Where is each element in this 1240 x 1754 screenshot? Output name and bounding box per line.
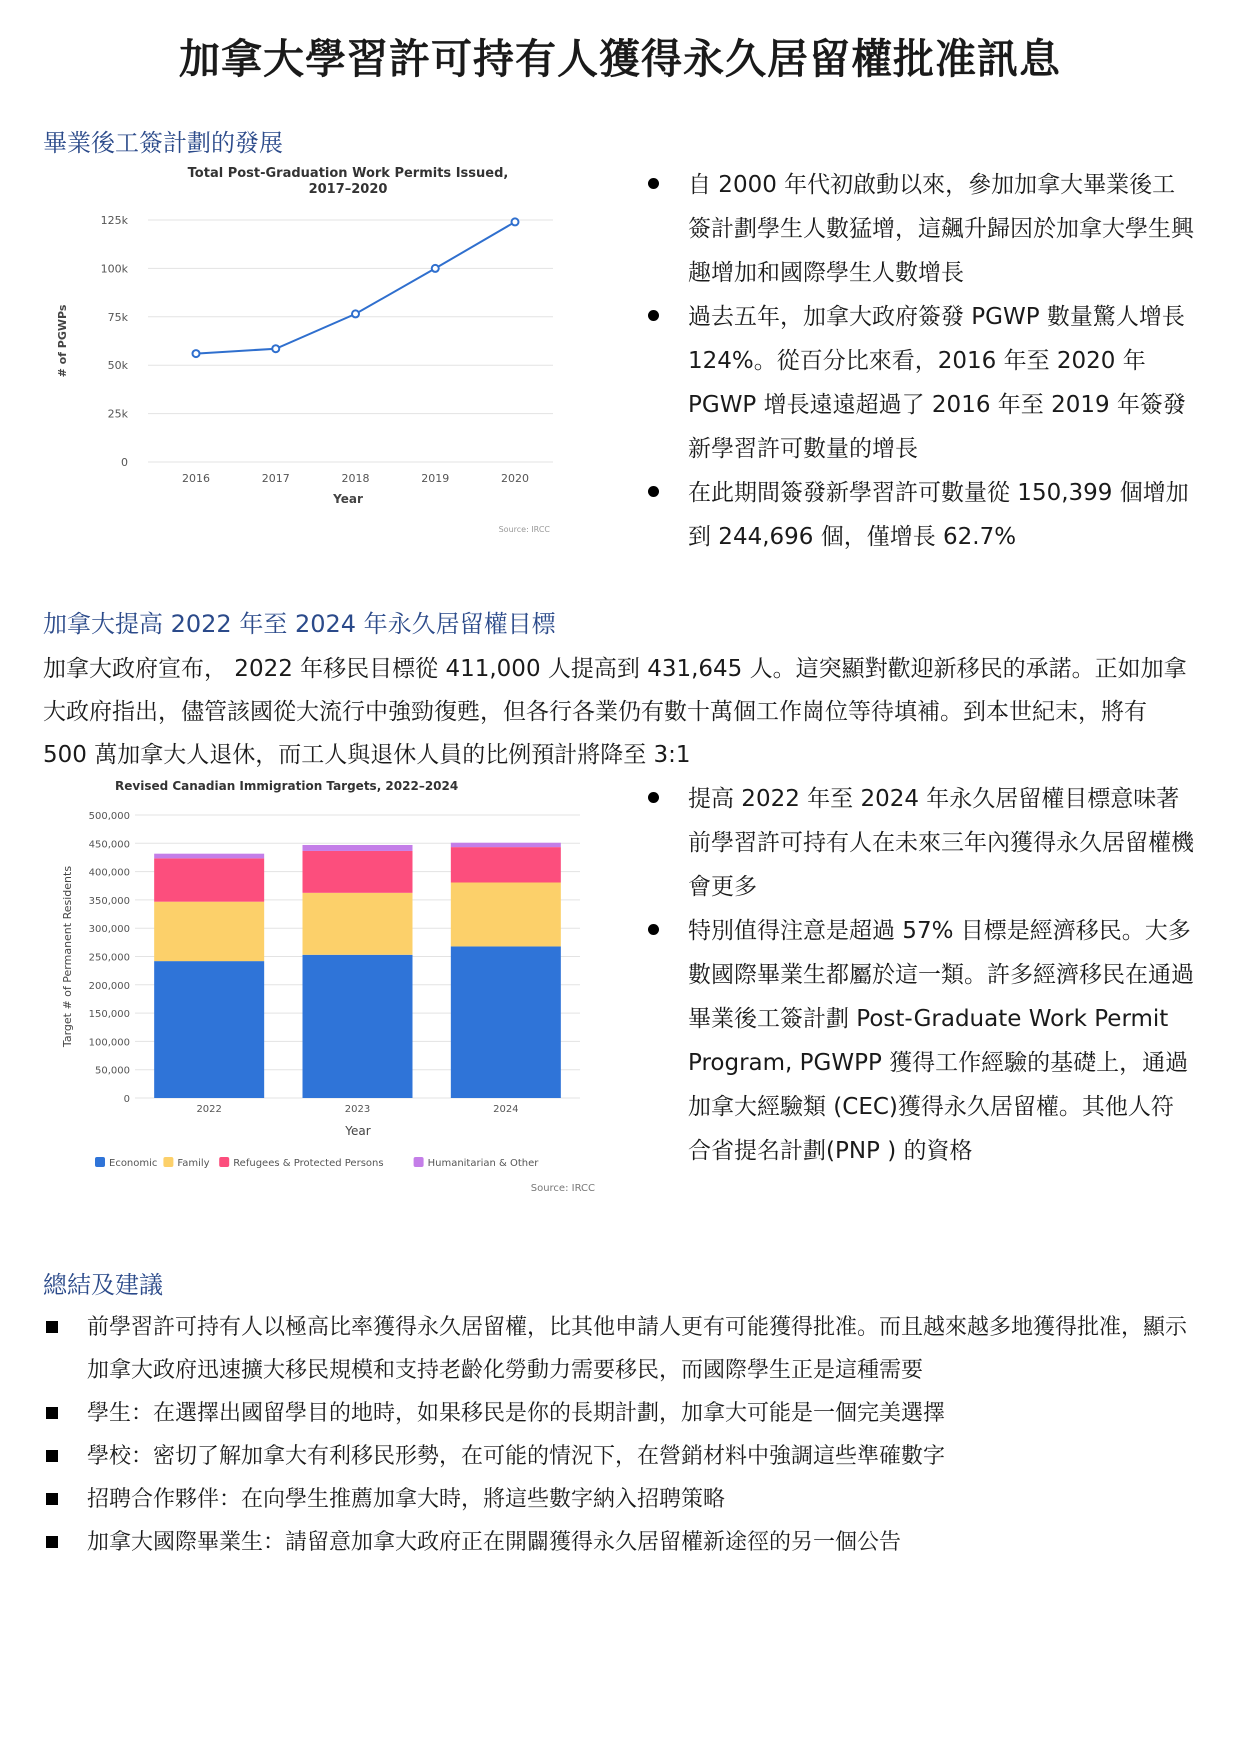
section1-bullet: 過去五年，加拿大政府簽發 PGWP 數量驚人增長 124%。從百分比來看，2016 年至 2020 年 PGWP 增長遠遠超過了 2016 年至 2019 年簽發新學習許可數量的增長 xyxy=(640,295,1195,471)
x-tick-label: 2016 xyxy=(182,472,210,485)
bar-segment xyxy=(154,854,264,859)
y-tick-label: 50,000 xyxy=(95,1065,130,1077)
page-title: 加拿大學習許可持有人獲得永久居留權批准訊息 xyxy=(179,35,1061,83)
y-tick-label: 0 xyxy=(123,1094,130,1105)
section2-bullet: 特別值得注意是超過 57% 目標是經濟移民。大多數國際畢業生都屬於這一類。許多經濟移民在通過畢業後工簽計劃 Post-Graduate Work Permit Program, PGWPP 獲得工作經驗的基礎上，通過加拿大經驗類 (CEC)獲得永久居留權。其他人符合省提名計劃(PNP ) 的資格 xyxy=(640,909,1195,1173)
x-tick-label: 2019 xyxy=(421,472,450,485)
x-tick-label: 2018 xyxy=(341,472,370,485)
section1-heading: 畢業後工簽計劃的發展 xyxy=(43,129,283,157)
y-tick-label: 500,000 xyxy=(88,811,130,822)
bar-segment xyxy=(451,847,561,882)
x-axis-label: Year xyxy=(345,1124,371,1138)
summary-item: 學校：密切了解加拿大有利移民形勢，在可能的情況下，在營銷材料中強調這些準確數字 xyxy=(43,1435,1203,1478)
section2-heading: 加拿大提高 2022 年至 2024 年永久居留權目標 xyxy=(43,610,556,638)
square-bullet-icon xyxy=(46,1407,58,1419)
y-axis-label: # of PGWPs xyxy=(56,304,69,378)
y-tick-label: 150,000 xyxy=(88,1009,130,1021)
x-tick-label: 2022 xyxy=(196,1104,222,1115)
x-tick-label: 2020 xyxy=(501,472,529,485)
y-tick-label: 75k xyxy=(107,310,128,324)
section2-bullet-list xyxy=(640,777,1195,1173)
data-point xyxy=(352,310,359,317)
data-point xyxy=(193,350,200,357)
bar-segment xyxy=(451,882,561,946)
y-tick-label: 0 xyxy=(121,456,128,469)
square-bullet-icon xyxy=(46,1321,58,1333)
square-bullet-icon xyxy=(46,1493,58,1505)
bar-segment xyxy=(154,961,264,1098)
legend-swatch xyxy=(95,1157,105,1167)
bullet-dot xyxy=(648,792,659,803)
section3-heading: 總結及建議 xyxy=(43,1271,163,1299)
bar-segment xyxy=(154,902,264,961)
y-tick-label: 250,000 xyxy=(88,952,130,964)
summary-list xyxy=(43,1306,1203,1564)
legend-label: Economic xyxy=(109,1158,158,1169)
y-axis-label: Target # of Permanent Residents xyxy=(61,865,74,1048)
chart-source: Source: IRCC xyxy=(498,525,550,534)
section1-bullet-list xyxy=(640,163,1195,559)
pgwp-line-chart xyxy=(48,160,578,535)
summary-item: 前學習許可持有人以極高比率獲得永久居留權，比其他申請人更有可能獲得批准。而且越來越多地獲得批准，顯示加拿大政府迅速擴大移民規模和支持老齡化勞動力需要移民，而國際學生正是這種需要 xyxy=(43,1306,1203,1392)
y-tick-label: 100,000 xyxy=(88,1037,130,1049)
bullet-dot xyxy=(648,924,659,935)
square-bullet-icon xyxy=(46,1536,58,1548)
bar-segment xyxy=(451,946,561,1098)
summary-item: 學生：在選擇出國留學目的地時，如果移民是你的長期計劃，加拿大可能是一個完美選擇 xyxy=(43,1392,1203,1435)
summary-item: 招聘合作夥伴：在向學生推薦加拿大時，將這些數字納入招聘策略 xyxy=(43,1478,1203,1521)
x-tick-label: 2024 xyxy=(493,1104,519,1115)
bar-segment xyxy=(451,843,561,847)
bullet-dot xyxy=(648,310,659,321)
chart-title: Total Post-Graduation Work Permits Issued, xyxy=(187,166,509,181)
chart-title: Revised Canadian Immigration Targets, 2022–2024 xyxy=(115,779,459,793)
legend-label: Family xyxy=(177,1158,210,1169)
series-line xyxy=(196,222,515,354)
x-axis-label: Year xyxy=(333,492,363,506)
section1-bullet: 在此期間簽發新學習許可數量從 150,399 個增加到 244,696 個，僅增長 62.7% xyxy=(640,471,1195,559)
legend-label: Refugees & Protected Persons xyxy=(233,1158,384,1169)
bullet-dot xyxy=(648,178,659,189)
y-tick-label: 450,000 xyxy=(88,839,130,851)
bullet-dot xyxy=(648,486,659,497)
x-tick-label: 2023 xyxy=(344,1104,371,1115)
y-tick-label: 125k xyxy=(100,214,128,227)
legend-swatch xyxy=(414,1157,424,1167)
immigration-targets-bar-chart xyxy=(55,775,615,1210)
chart-source: Source: IRCC xyxy=(530,1183,595,1194)
bar-segment xyxy=(303,955,413,1098)
bar-segment xyxy=(303,893,413,955)
legend-label: Humanitarian & Other xyxy=(427,1158,539,1169)
square-bullet-icon xyxy=(46,1450,58,1462)
y-tick-label: 25k xyxy=(107,407,128,421)
y-tick-label: 350,000 xyxy=(88,895,130,907)
bar-segment xyxy=(303,851,413,893)
y-tick-label: 400,000 xyxy=(88,867,130,879)
section2-bullet: 提高 2022 年至 2024 年永久居留權目標意味著前學習許可持有人在未來三年內獲得永久居留權機會更多 xyxy=(640,777,1195,909)
y-tick-label: 200,000 xyxy=(88,980,130,992)
data-point xyxy=(272,345,279,352)
legend-swatch xyxy=(163,1157,173,1167)
data-point xyxy=(512,218,519,225)
bar-segment xyxy=(303,845,413,851)
x-tick-label: 2017 xyxy=(261,472,290,485)
section2-paragraph: 加拿大政府宣布， 2022 年移民目標從 411,000 人提高到 431,645 人。這突顯對歡迎新移民的承諾。正如加拿大政府指出，儘管該國從大流行中強勁復甦，但各行各業仍有數十萬個工作崗位等待填補。到本世紀末，將有 500 萬加拿大人退休，而工人與退休人員的比例預計將降至 3:1 xyxy=(43,656,1187,768)
y-tick-label: 300,000 xyxy=(88,924,130,936)
y-tick-label: 100k xyxy=(100,262,128,276)
summary-item: 加拿大國際畢業生：請留意加拿大政府正在開闢獲得永久居留權新途徑的另一個公告 xyxy=(43,1521,1203,1564)
chart-subtitle: 2017–2020 xyxy=(308,182,388,197)
data-point xyxy=(432,265,439,272)
section1-bullet: 自 2000 年代初啟動以來，參加加拿大畢業後工簽計劃學生人數猛增，這飆升歸因於加拿大學生興趣增加和國際學生人數增長 xyxy=(640,163,1195,295)
y-tick-label: 50k xyxy=(107,359,128,373)
legend-swatch xyxy=(219,1157,229,1167)
bar-segment xyxy=(154,858,264,901)
